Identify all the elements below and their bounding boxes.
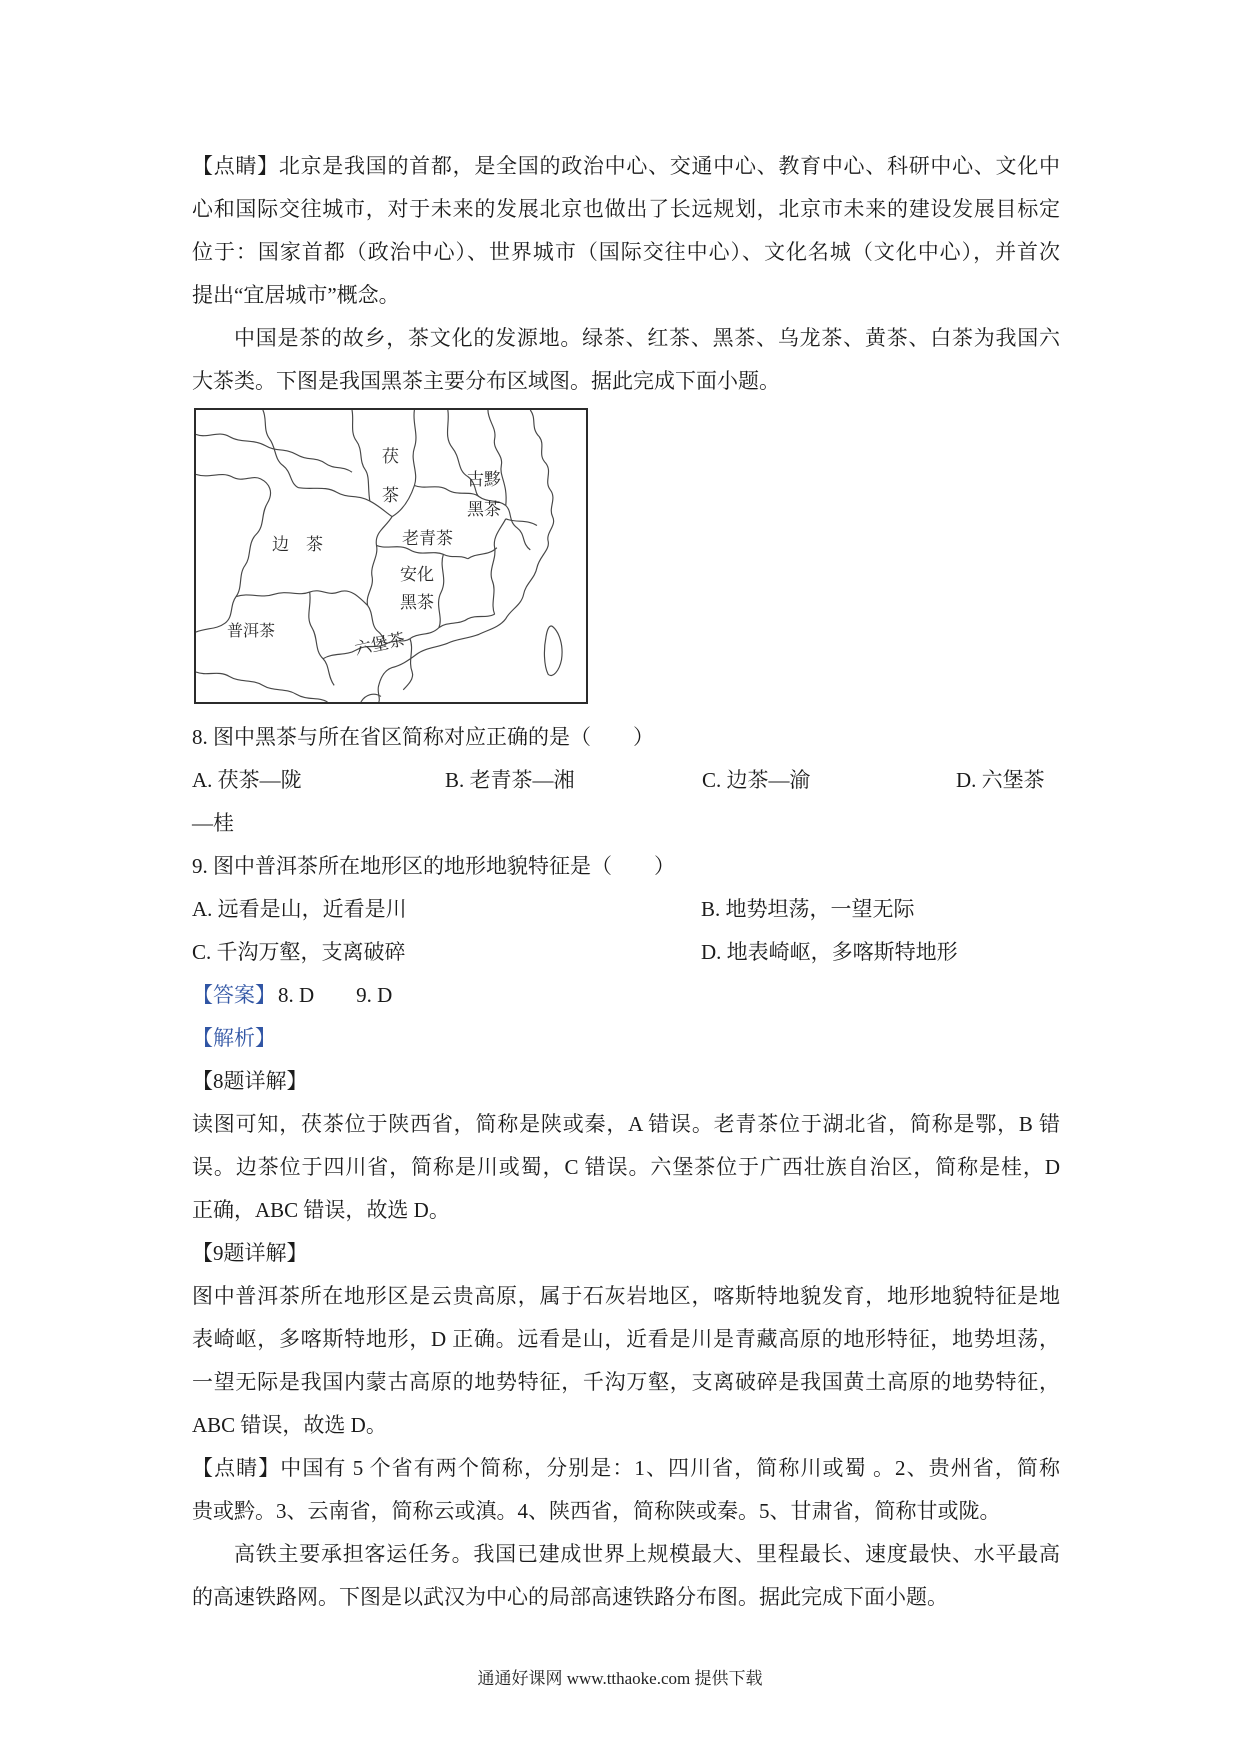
- coastline: [378, 410, 554, 702]
- boundary-line: [352, 410, 370, 501]
- map-label-liu-bao-cha: 六堡茶: [352, 629, 407, 660]
- intro-line: 中国是茶的故乡，茶文化的发源地。绿茶、红茶、黑茶、乌龙茶、黄茶、白茶为我国六: [234, 326, 1060, 350]
- boundary-line: [236, 591, 367, 606]
- boundary-line: [196, 672, 327, 702]
- answer-label: 【答案】: [192, 983, 276, 1007]
- q8-option-c: C. 边茶—渝: [702, 768, 811, 792]
- q8-option-d: D. 六堡茶—桂: [192, 768, 1045, 835]
- note-line: 心和国际交往城市，对于未来的发展北京也做出了长远规划，北京市未来的建设发展目标定: [192, 197, 1060, 221]
- detail-line: ABC 错误，故选 D。: [192, 1413, 387, 1437]
- note-line: 提出“宜居城市”概念。: [192, 283, 400, 307]
- answer-line: [192, 974, 1060, 1017]
- q8-detail-paragraph: [192, 1103, 1060, 1232]
- boundary-line: [506, 505, 531, 549]
- q8-option-a: A. 茯茶—陇: [192, 768, 302, 792]
- note-line: 贵或黔。3、云南省，简称云或滇。4、陕西省，简称陕或秦。5、甘肃省，简称甘或陇。: [192, 1499, 1001, 1523]
- question-8-stem: 8. 图中黑茶与所在省区简称对应正确的是（ ）: [192, 725, 654, 749]
- q9-detail-paragraph: [192, 1275, 1060, 1447]
- page-content: [192, 145, 1060, 1619]
- boundary-line: [468, 548, 497, 559]
- note-line: 【点睛】北京是我国的首都，是全国的政治中心、交通中心、教育中心、科研中心、文化中: [192, 154, 1060, 178]
- boundary-line: [367, 517, 392, 606]
- boundary-line: [196, 434, 352, 472]
- dianjing-note-province-abbreviations: [192, 1447, 1060, 1533]
- detail-line: 读图可知，茯茶位于陕西省，简称是陕或秦，A 错误。老青茶位于湖北省，简称是鄂，B 错: [192, 1112, 1060, 1136]
- q9-option-c: C. 千沟万壑，支离破碎: [192, 940, 406, 964]
- map-label-gu-yi-hei-cha: 古黟黑茶: [467, 470, 501, 520]
- detail-line: 正确，ABC 错误，故选 D。: [192, 1198, 450, 1222]
- q9-option-a: A. 远看是山，近看是川: [192, 897, 407, 921]
- detail-line: 误。边茶位于四川省，简称是川或蜀，C 错误。六堡茶位于广西壮族自治区，简称是桂，D: [192, 1155, 1060, 1179]
- map-label-bian-cha: 边茶: [272, 535, 340, 555]
- boundary-line: [263, 410, 299, 488]
- analysis-label: 【解析】: [192, 1026, 276, 1050]
- answer-item: 8. D: [278, 983, 315, 1007]
- boundary-line: [196, 474, 271, 632]
- boundary-line: [309, 592, 334, 685]
- map-label-fu-cha: 茯茶: [382, 447, 399, 506]
- rail-intro-paragraph: [192, 1533, 1060, 1619]
- taiwan-island: [544, 626, 562, 676]
- boundary-line: [491, 519, 506, 614]
- map-label-pu-er-cha: 普洱茶: [227, 621, 276, 640]
- boundary-line: [299, 488, 393, 517]
- answer-item: 9. D: [356, 983, 393, 1007]
- boundary-line: [439, 554, 444, 627]
- q8-option-b: B. 老青茶—湘: [445, 768, 575, 792]
- question-9-options-row: [192, 931, 1060, 974]
- page-footer: 通通好课网 www.tthaoke.com 提供下载: [477, 1669, 763, 1688]
- dianjing-note-beijing: [192, 145, 1060, 317]
- map-label-an-hua-hei-cha: 安化黑茶: [400, 565, 434, 613]
- intro-line: 的高速铁路网。下图是以武汉为中心的局部高速铁路分布图。据此完成下面小题。: [192, 1585, 948, 1609]
- intro-line: 高铁主要承担客运任务。我国已建成世界上规模最大、里程最长、速度最快、水平最高: [234, 1542, 1060, 1566]
- boundary-line: [506, 519, 537, 526]
- tea-intro-paragraph: [192, 317, 1060, 403]
- q9-option-b: B. 地势坦荡，一望无际: [701, 897, 915, 921]
- detail-line: 一望无际是我国内蒙古高原的地势特征，千沟万壑，支离破碎是我国黄土高原的地势特征，: [192, 1370, 1060, 1394]
- q9-detail-heading: 【9题详解】: [192, 1241, 308, 1265]
- hainan-island: [361, 694, 381, 702]
- detail-line: 图中普洱茶所在地形区是云贵高原，属于石灰岩地区，喀斯特地貌发育，地形地貌特征是地: [192, 1284, 1060, 1308]
- dark-tea-distribution-map: [194, 408, 588, 704]
- question-8-options: [192, 759, 1060, 845]
- question-9-options-row: [192, 888, 1060, 931]
- detail-line: 表崎岖，多喀斯特地形，D 正确。远看是山，近看是川是青藏高原的地形特征，地势坦荡，: [192, 1327, 1060, 1351]
- intro-line: 大茶类。下图是我国黑茶主要分布区域图。据此完成下面小题。: [192, 369, 780, 393]
- map-label-lao-qing-cha: 老青茶: [402, 529, 453, 549]
- boundary-line: [410, 614, 495, 638]
- note-line: 【点睛】中国有 5 个省有两个简称，分别是：1、四川省，简称川或蜀 。2、贵州省，简称: [192, 1456, 1060, 1480]
- question-9-stem: 9. 图中普洱茶所在地形区的地形地貌特征是（ ）: [192, 854, 675, 878]
- note-line: 位于：国家首都（政治中心）、世界城市（国际交往中心）、文化名城（文化中心），并首次: [192, 240, 1060, 264]
- q9-option-d: D. 地表崎岖，多喀斯特地形: [701, 940, 958, 964]
- q8-detail-heading: 【8题详解】: [192, 1069, 308, 1093]
